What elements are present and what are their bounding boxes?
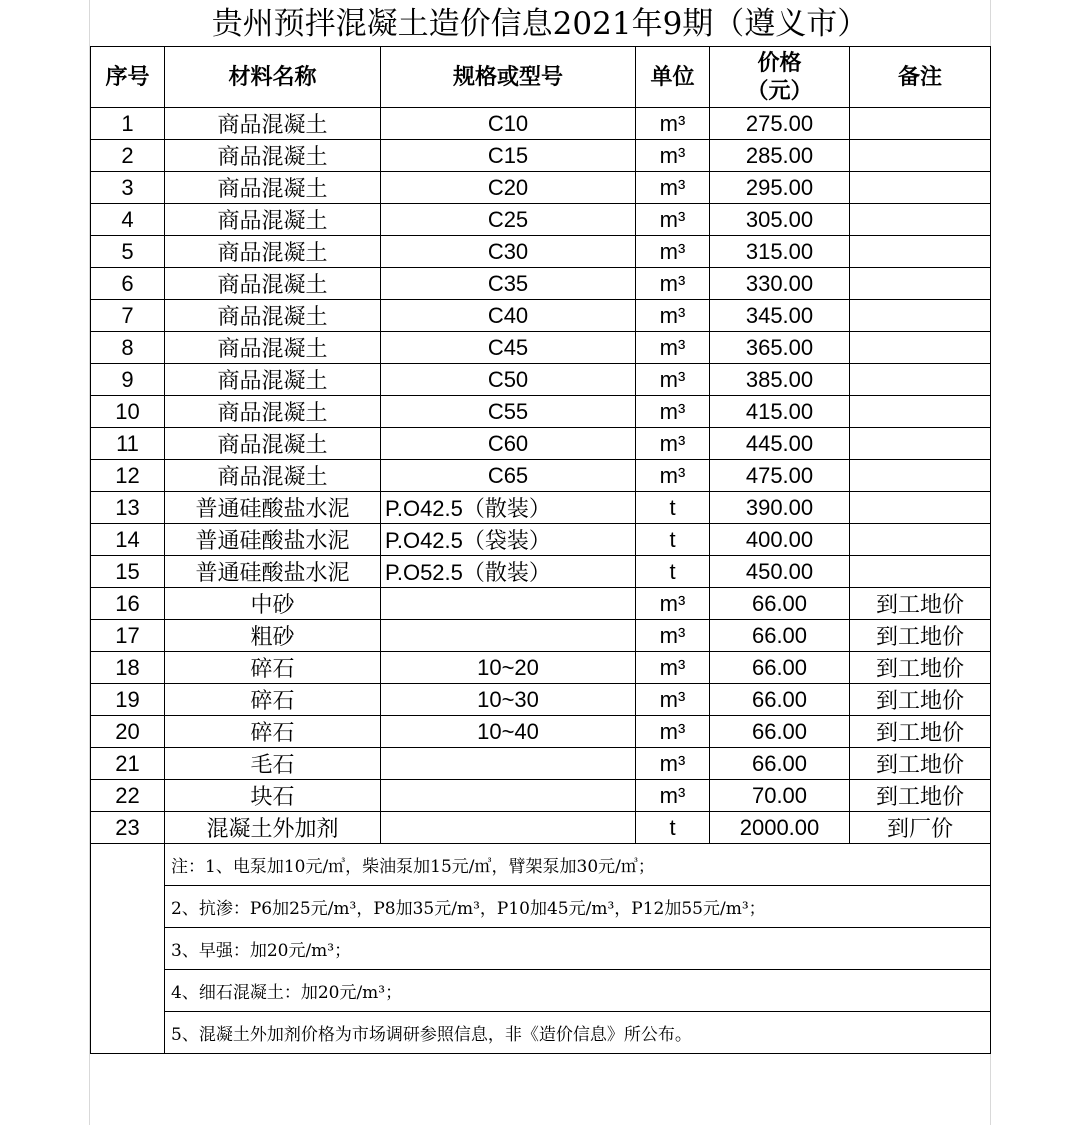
row-unit: m³: [636, 716, 710, 748]
header-remark: 备注: [850, 47, 991, 108]
row-unit: m³: [636, 140, 710, 172]
row-index: 22: [91, 780, 165, 812]
note-row: [91, 886, 991, 928]
row-material-name: 商品混凝土: [165, 268, 381, 300]
row-spec: C30: [381, 236, 636, 268]
row-remark: [850, 364, 991, 396]
notes-left-blank: [91, 844, 165, 1054]
row-price: 66.00: [710, 684, 850, 716]
row-price: 66.00: [710, 588, 850, 620]
header-material-name: 材料名称: [165, 47, 381, 108]
row-spec: C60: [381, 428, 636, 460]
row-index: 1: [91, 108, 165, 140]
row-material-name: 毛石: [165, 748, 381, 780]
table-row: [91, 460, 991, 492]
row-unit: t: [636, 556, 710, 588]
header-spec: 规格或型号: [381, 47, 636, 108]
header-index: 序号: [91, 47, 165, 108]
row-spec: 10~40: [381, 716, 636, 748]
row-unit: m³: [636, 396, 710, 428]
table-row: [91, 812, 991, 844]
header-price-line2: （元）: [746, 78, 813, 104]
row-material-name: 商品混凝土: [165, 460, 381, 492]
table-row: [91, 620, 991, 652]
row-spec: C65: [381, 460, 636, 492]
table-row: [91, 204, 991, 236]
table-row: [91, 172, 991, 204]
row-remark: [850, 556, 991, 588]
row-remark: [850, 428, 991, 460]
row-index: 10: [91, 396, 165, 428]
row-price: 275.00: [710, 108, 850, 140]
row-material-name: 粗砂: [165, 620, 381, 652]
row-unit: m³: [636, 204, 710, 236]
row-price: 385.00: [710, 364, 850, 396]
table-row: [91, 140, 991, 172]
table-row: [91, 556, 991, 588]
row-price: 365.00: [710, 332, 850, 364]
note-text: 注：1、电泵加10元/㎥，柴油泵加15元/㎥，臂架泵加30元/㎥；: [165, 844, 991, 886]
row-material-name: 商品混凝土: [165, 396, 381, 428]
row-remark: [850, 268, 991, 300]
row-material-name: 商品混凝土: [165, 428, 381, 460]
row-unit: m³: [636, 780, 710, 812]
row-material-name: 商品混凝土: [165, 300, 381, 332]
row-index: 2: [91, 140, 165, 172]
row-material-name: 中砂: [165, 588, 381, 620]
row-material-name: 商品混凝土: [165, 172, 381, 204]
note-text: 2、抗渗：P6加25元/m³，P8加35元/m³，P10加45元/m³，P12加55元/m³；: [165, 886, 991, 928]
table-row: [91, 524, 991, 556]
row-price: 295.00: [710, 172, 850, 204]
note-row: [91, 1012, 991, 1054]
row-unit: m³: [636, 300, 710, 332]
row-unit: t: [636, 812, 710, 844]
row-spec: C45: [381, 332, 636, 364]
row-material-name: 碎石: [165, 652, 381, 684]
row-spec: [381, 780, 636, 812]
row-index: 8: [91, 332, 165, 364]
row-material-name: 碎石: [165, 716, 381, 748]
table-header-row: [91, 47, 991, 108]
row-price: 450.00: [710, 556, 850, 588]
row-material-name: 商品混凝土: [165, 108, 381, 140]
row-spec: P.O42.5（散装）: [381, 492, 636, 524]
row-price: 400.00: [710, 524, 850, 556]
table-row: [91, 332, 991, 364]
table-row: [91, 108, 991, 140]
row-unit: m³: [636, 460, 710, 492]
row-spec: [381, 748, 636, 780]
row-index: 12: [91, 460, 165, 492]
table-row: [91, 300, 991, 332]
note-row: [91, 844, 991, 886]
row-price: 2000.00: [710, 812, 850, 844]
row-remark: 到工地价: [850, 716, 991, 748]
row-remark: 到工地价: [850, 748, 991, 780]
row-index: 5: [91, 236, 165, 268]
row-unit: m³: [636, 172, 710, 204]
row-material-name: 块石: [165, 780, 381, 812]
row-unit: m³: [636, 620, 710, 652]
row-material-name: 商品混凝土: [165, 204, 381, 236]
row-remark: 到工地价: [850, 588, 991, 620]
header-unit: 单位: [636, 47, 710, 108]
row-material-name: 商品混凝土: [165, 332, 381, 364]
row-price: 390.00: [710, 492, 850, 524]
row-remark: [850, 172, 991, 204]
row-spec: 10~30: [381, 684, 636, 716]
note-row: [91, 928, 991, 970]
header-price-line1: 价格: [757, 50, 802, 76]
row-unit: t: [636, 524, 710, 556]
row-spec: C55: [381, 396, 636, 428]
row-index: 20: [91, 716, 165, 748]
row-remark: [850, 140, 991, 172]
row-remark: [850, 332, 991, 364]
row-remark: [850, 108, 991, 140]
row-index: 14: [91, 524, 165, 556]
row-remark: [850, 396, 991, 428]
row-spec: P.O42.5（袋装）: [381, 524, 636, 556]
row-index: 6: [91, 268, 165, 300]
row-index: 13: [91, 492, 165, 524]
table-row: [91, 652, 991, 684]
row-spec: 10~20: [381, 652, 636, 684]
row-index: 9: [91, 364, 165, 396]
row-remark: 到工地价: [850, 684, 991, 716]
row-material-name: 碎石: [165, 684, 381, 716]
row-unit: m³: [636, 588, 710, 620]
row-index: 7: [91, 300, 165, 332]
row-index: 23: [91, 812, 165, 844]
row-price: 475.00: [710, 460, 850, 492]
row-spec: [381, 812, 636, 844]
row-spec: C15: [381, 140, 636, 172]
note-text: 4、细石混凝土：加20元/m³；: [165, 970, 991, 1012]
header-price: [710, 47, 850, 108]
row-unit: t: [636, 492, 710, 524]
row-price: 70.00: [710, 780, 850, 812]
row-spec: P.O52.5（散装）: [381, 556, 636, 588]
row-price: 315.00: [710, 236, 850, 268]
table-row: [91, 716, 991, 748]
row-remark: 到工地价: [850, 780, 991, 812]
table-row: [91, 428, 991, 460]
price-table: [90, 46, 991, 1054]
row-index: 17: [91, 620, 165, 652]
table-row: [91, 236, 991, 268]
row-spec: C40: [381, 300, 636, 332]
row-spec: C20: [381, 172, 636, 204]
table-row: [91, 588, 991, 620]
row-index: 15: [91, 556, 165, 588]
row-material-name: 商品混凝土: [165, 140, 381, 172]
row-price: 445.00: [710, 428, 850, 460]
row-spec: C10: [381, 108, 636, 140]
note-text: 3、早强：加20元/m³；: [165, 928, 991, 970]
note-row: [91, 970, 991, 1012]
row-index: 18: [91, 652, 165, 684]
row-material-name: 混凝土外加剂: [165, 812, 381, 844]
row-unit: m³: [636, 332, 710, 364]
row-index: 16: [91, 588, 165, 620]
row-price: 66.00: [710, 620, 850, 652]
row-index: 3: [91, 172, 165, 204]
row-remark: [850, 236, 991, 268]
row-unit: m³: [636, 108, 710, 140]
row-unit: m³: [636, 236, 710, 268]
row-index: 4: [91, 204, 165, 236]
row-index: 11: [91, 428, 165, 460]
row-remark: [850, 204, 991, 236]
row-remark: 到厂价: [850, 812, 991, 844]
row-unit: m³: [636, 268, 710, 300]
row-remark: [850, 300, 991, 332]
table-row: [91, 748, 991, 780]
row-index: 19: [91, 684, 165, 716]
table-row: [91, 396, 991, 428]
row-remark: 到工地价: [850, 620, 991, 652]
row-price: 66.00: [710, 652, 850, 684]
page-title: 贵州预拌混凝土造价信息2021年9期（遵义市）: [211, 6, 869, 42]
row-unit: m³: [636, 748, 710, 780]
row-material-name: 商品混凝土: [165, 364, 381, 396]
row-unit: m³: [636, 364, 710, 396]
row-index: 21: [91, 748, 165, 780]
row-price: 66.00: [710, 716, 850, 748]
row-remark: [850, 460, 991, 492]
row-price: 330.00: [710, 268, 850, 300]
row-material-name: 普通硅酸盐水泥: [165, 492, 381, 524]
row-price: 415.00: [710, 396, 850, 428]
table-row: [91, 780, 991, 812]
row-unit: m³: [636, 428, 710, 460]
row-material-name: 商品混凝土: [165, 236, 381, 268]
row-material-name: 普通硅酸盐水泥: [165, 524, 381, 556]
table-row: [91, 684, 991, 716]
row-spec: [381, 588, 636, 620]
row-price: 345.00: [710, 300, 850, 332]
row-material-name: 普通硅酸盐水泥: [165, 556, 381, 588]
table-row: [91, 364, 991, 396]
row-spec: C25: [381, 204, 636, 236]
row-remark: [850, 524, 991, 556]
row-spec: C50: [381, 364, 636, 396]
row-price: 285.00: [710, 140, 850, 172]
table-row: [91, 492, 991, 524]
row-spec: C35: [381, 268, 636, 300]
row-unit: m³: [636, 652, 710, 684]
row-price: 66.00: [710, 748, 850, 780]
row-unit: m³: [636, 684, 710, 716]
row-price: 305.00: [710, 204, 850, 236]
row-spec: [381, 620, 636, 652]
table-row: [91, 268, 991, 300]
row-remark: [850, 492, 991, 524]
row-remark: 到工地价: [850, 652, 991, 684]
note-text: 5、混凝土外加剂价格为市场调研参照信息，非《造价信息》所公布。: [165, 1012, 991, 1054]
